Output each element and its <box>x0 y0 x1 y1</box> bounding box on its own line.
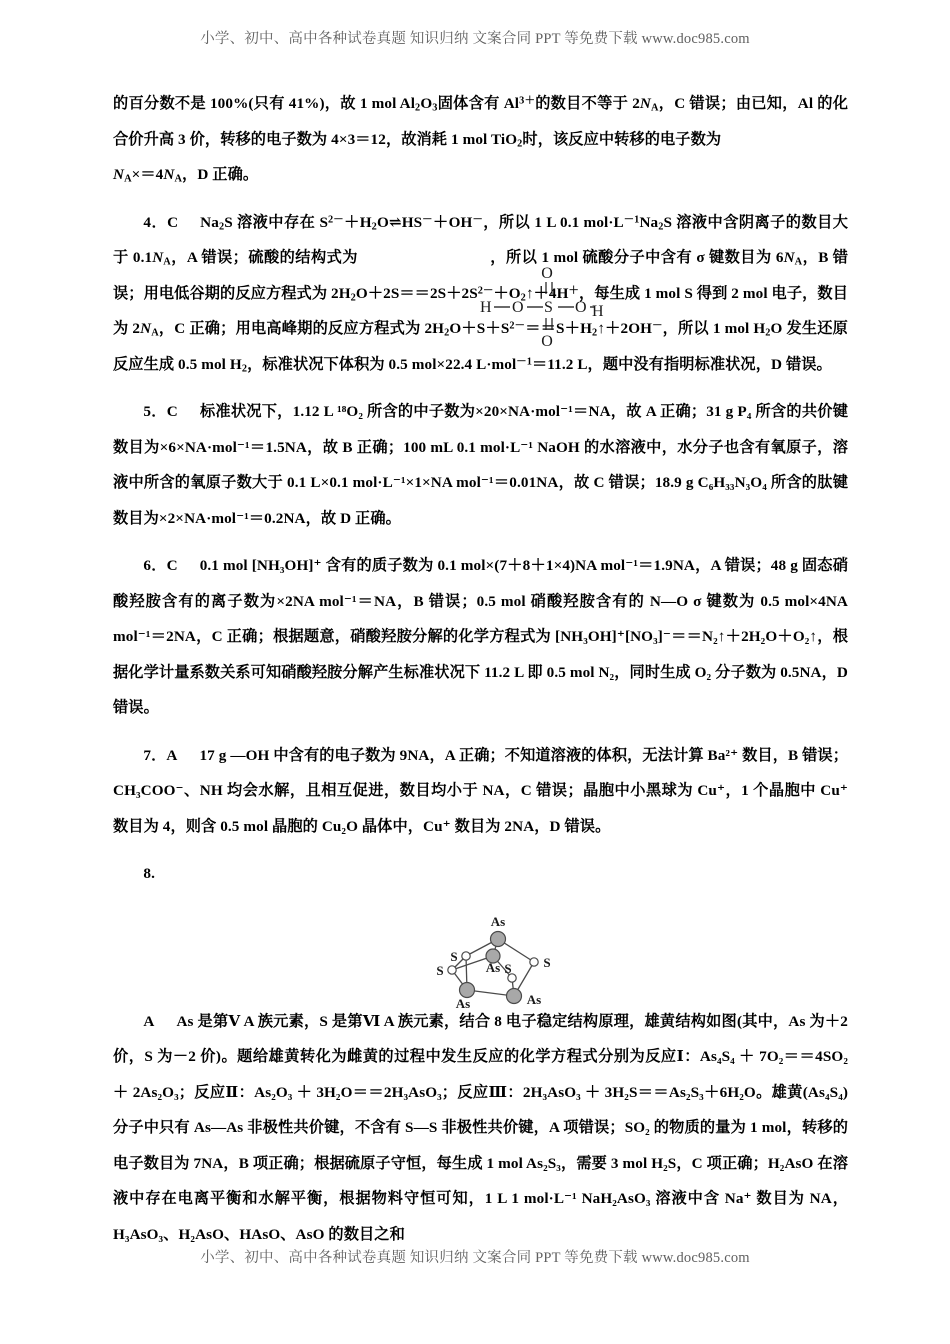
q4-sub-na2b: 2 <box>658 221 664 233</box>
q3-na-1-sub: A <box>650 102 659 114</box>
q4-seg-21: ，所以 1 mol H <box>662 320 766 337</box>
q3-na-1: N <box>639 95 651 112</box>
q5-number: 5． <box>143 403 167 420</box>
h2so4-left-h-label: H <box>480 299 492 316</box>
q3-na-3-sub: A <box>174 173 183 185</box>
q4-na-2-sub: A <box>794 256 803 268</box>
q7-text: 17 g —OH 中含有的电子数为 9NA，A 正确；不知道溶液的体积，无法计算 Ba²⁺ 数目，B 错误；CH₃COO⁻、NH 均会水解，且相互促进，数目均小于 NA，C 错误；晶胞中小黑球为 Cu⁺，1 个晶胞中 Cu⁺ 数目为 4，则含 0.5 mol 晶胞的 Cu₂O 晶体中，Cu⁺ 数目为 2NA，D 错误。 <box>113 746 849 835</box>
q3-text-g: ×＝4 <box>131 166 164 183</box>
q3-text-c: 固体含有 Al <box>437 95 520 112</box>
sulfuric-acid-structure-diagram <box>474 262 594 350</box>
s-atom-left <box>448 966 456 974</box>
q4-sub-h2: 2 <box>592 327 598 339</box>
q4-number: 4． <box>143 213 168 231</box>
q4-sub-h2o-d: 2 <box>765 327 771 339</box>
q4-sup-s2minus: 2－ <box>328 213 344 225</box>
q4-seg-16: ，每生成 1 mol S 得到 2 mol 电子，数目为 2 <box>113 284 849 337</box>
q3-sup-3plus: 3＋ <box>519 95 536 107</box>
q4-seg-8: Na <box>639 213 659 231</box>
q4-na-2: N <box>783 249 795 266</box>
paragraph-q6 <box>113 548 848 726</box>
q4-seg-10: ，A 错误；硫酸的结构式为 <box>170 249 358 266</box>
q4-seg-1: Na <box>200 213 219 231</box>
h2so4-right-h-label: H <box>592 303 604 320</box>
q7-number: 7． <box>143 746 167 764</box>
h2so4-sulfur-label: S <box>544 299 553 316</box>
paragraph-q5 <box>113 394 848 536</box>
q4-sub-h2-b: 2 <box>241 363 248 375</box>
h2so4-top-o-label: O <box>541 265 553 282</box>
paragraph-q7 <box>113 738 848 845</box>
q6-answer: C <box>166 557 178 574</box>
q4-sub-h2o: 2 <box>371 221 377 233</box>
s-label-left: S <box>436 963 444 978</box>
q4-seg-5: HS <box>401 213 423 231</box>
s-atom-upper-left <box>462 952 470 960</box>
q4-sup-oh: － <box>472 213 483 225</box>
q3-sub-2a: 2 <box>415 102 421 114</box>
paragraph-q8 <box>113 1004 848 1253</box>
q4-na-1: N <box>152 249 164 266</box>
watermark-bottom: 小学、初中、高中各种试卷真题 知识归纳 文案合同 PPT 等免费下载 www.doc985.com <box>200 1250 750 1266</box>
q4-seg-17: ，C 正确；用电高峰期的反应方程式为 2H <box>158 320 445 337</box>
document-body <box>113 86 848 1252</box>
q3-text-e: ，C 错误；由已知，Al 的化合价升高 3 价，转移的电子数为 4×3＝12，故消耗 1 mol TiO <box>113 95 848 148</box>
watermark-top: 小学、初中、高中各种试卷真题 知识归纳 文案合同 PPT 等免费下载 www.doc985.com <box>200 31 750 47</box>
q8-text: As 是第Ⅴ A 族元素，S 是第Ⅵ A 族元素，结合 8 电子稳定结构原理，雄黄结构如图(其中，As 为＋2 价，S 为－2 价)。题给雄黄转化为雌黄的过程中发生反应的化学方程式分别为反应Ⅰ：As₄S₄ ＋ 7O₂＝＝4SO₂ ＋ 2As₂O₃；反应Ⅱ：As₂O₃ ＋ 3H₂O＝＝2H₃AsO₃；反应Ⅲ：2H₃AsO₃ ＋ 3H₂S＝＝As₂S₃＋6H₂O。雄黄(As₄S₄)分子中只有 As—As 非极性共价键，不含有 S—S 非极性共价键，A 项错误；SO₂ 的物质的量为 1 mol，转移的电子数目为 7NA，B 项正确；根据硫原子守恒，每生成 1 mol As₂S₃，需要 3 mol H₂S，C 项正确；H₂AsO 在溶液中存在电离平衡和水解平衡，根据物料守恒可知，1 L 1 mol·L⁻¹ NaH₂AsO₃ 溶液中含 Na⁺ 数目为 NA，H₃AsO₃、H₂AsO、HAsO、AsO 的数目之和 <box>113 1012 848 1243</box>
q8-answer: A <box>143 1012 155 1030</box>
as4s4-structure-diagram <box>430 912 570 1024</box>
paragraph-q3-last-line <box>113 157 848 193</box>
q4-answer: C <box>167 213 179 231</box>
as-label-top: As <box>490 914 506 929</box>
q6-number: 6． <box>143 557 167 574</box>
q4-seg-9: S 溶液中含阴离子的数目大于 0.1 <box>113 213 849 266</box>
q4-sup-hs: － <box>422 213 433 225</box>
q5-text: 标准状况下，1.12 L ¹⁸O₂ 所含的中子数为×20×NA·mol⁻¹＝NA，故 A 正确；31 g P₄ 所含的共价键数目为×6×NA·mol⁻¹＝1.5NA，故 B 正确；100 mL 0.1 mol·L⁻¹ NaOH 的水溶液中，水分子也含有氧原子，溶液中所含的氧原子数大于 0.1 L×0.1 mol·L⁻¹×1×NA mol⁻¹＝0.01NA，故 C 错误；18.9 g C₆H₃₃N₃O₄ 所含的肽键数目为×2×NA·mol⁻¹＝0.2NA，故 D 正确。 <box>113 403 849 527</box>
paragraph-q3-continuation <box>113 86 848 157</box>
q4-sub-na2: 2 <box>218 221 225 233</box>
q4-sup-oh-b: － <box>652 320 663 332</box>
q3-text-a: 的百分数不是 100%(只有 41%)，故 1 mol Al <box>113 95 416 112</box>
q3-text-d: 的数目不等于 2 <box>535 95 640 112</box>
q4-seg-12: ，B 错误；用电低谷期的反应方程式为 2H <box>113 249 849 302</box>
q3-sub-2b: 2 <box>517 138 523 150</box>
h2so4-left-o-label: O <box>512 299 524 316</box>
as-label-center: As <box>485 960 501 975</box>
q3-na-2: N <box>113 166 125 183</box>
h2so4-right-o-label: O <box>575 299 587 316</box>
s-label-lower: S <box>504 961 512 976</box>
s-label-upper-left: S <box>450 949 458 964</box>
q7-answer: A <box>166 746 178 764</box>
q4-seg-2: S 溶液中存在 S <box>224 213 329 231</box>
q5-answer: C <box>166 403 178 420</box>
q4-na-3: N <box>140 320 152 337</box>
q4-na-1-sub: A <box>163 256 171 268</box>
q4-seg-7: ，所以 1 L 0.1 mol·L <box>482 213 624 231</box>
q4-seg-18: O＋S＋S <box>449 320 510 337</box>
q3-na-2-sub: A <box>124 173 132 185</box>
q4-seg-11: ，所以 1 mol 硫酸分子中含有 σ 键数目为 6 <box>489 249 784 266</box>
q4-seg-6: ＋OH <box>432 213 473 231</box>
paragraph-q8-number <box>113 856 848 892</box>
q4-seg-22: O 发生还原反应生成 0.5 mol H <box>113 320 848 373</box>
q4-seg-19: ＝＝S＋H <box>525 320 593 337</box>
q4-seg-3: ＋H <box>343 213 372 231</box>
q4-sup-s2minus-c: 2－ <box>509 320 526 332</box>
q4-sub-h2o-b: 2 <box>350 292 356 304</box>
q4-seg-4: O <box>376 213 389 231</box>
as-atom-lower-right <box>507 989 522 1004</box>
s-atom-right <box>530 958 538 966</box>
q8-number: 8. <box>143 865 155 882</box>
as-atom-top <box>491 932 506 947</box>
q4-sup-molinv: －1 <box>516 355 532 367</box>
q3-na-3: N <box>163 166 175 183</box>
as-label-lower-right: As <box>526 992 542 1007</box>
q4-seg-14: ＋O <box>493 284 521 302</box>
h2so4-bottom-o-label: O <box>541 333 553 350</box>
equilibrium-arrow-icon: ⇌ <box>388 213 402 231</box>
q4-sup-molL: －1 <box>623 213 640 225</box>
s-label-right: S <box>543 955 551 970</box>
q3-text-b: O <box>420 95 433 112</box>
q3-text-f: 时，该反应中转移的电子数为 <box>522 130 722 148</box>
q4-na-3-sub: A <box>151 327 159 339</box>
q6-text: 0.1 mol [NH₃OH]⁺ 含有的质子数为 0.1 mol×(7＋8＋1×4)NA mol⁻¹＝1.9NA，A 错误；48 g 固态硝酸羟胺含有的离子数为×2NA mol⁻¹＝NA，B 错误；0.5 mol 硝酸羟胺含有的 N—O σ 键数为 0.5 mol×4NA mol⁻¹＝2NA，C 正确；根据题意，硝酸羟胺分解的化学方程式为 [NH₃OH]⁺[NO₃]⁻＝＝N₂↑＋2H₂O＋O₂↑，根据化学计量系数关系可知硝酸羟胺分解产生标准状况下 11.2 L 即 0.5 mol N₂，同时生成 O₂ 分子数为 0.5NA，D 错误。 <box>113 557 848 716</box>
q3-text-h: ，D 正确。 <box>182 166 259 183</box>
q4-sub-o2: 2 <box>520 292 526 304</box>
q4-sup-hplus: ＋ <box>568 284 579 296</box>
q3-sub-3a: 3 <box>432 102 438 114</box>
as-label-lower-left: As <box>455 996 471 1011</box>
q4-seg-13: O＋2S＝＝2S＋2S <box>355 284 478 302</box>
q4-seg-24: ＝11.2 L，题中没有指明标准状况，D 错误。 <box>532 355 832 373</box>
q4-seg-15: ↑＋4H <box>525 284 569 302</box>
q4-sub-h2o-c: 2 <box>444 327 450 339</box>
q4-seg-23: ，标准状况下体积为 0.5 mol×22.4 L·mol <box>247 355 517 373</box>
q4-seg-20: ↑＋2OH <box>597 320 653 337</box>
q4-sup-s2minus-b: 2－ <box>477 284 494 296</box>
